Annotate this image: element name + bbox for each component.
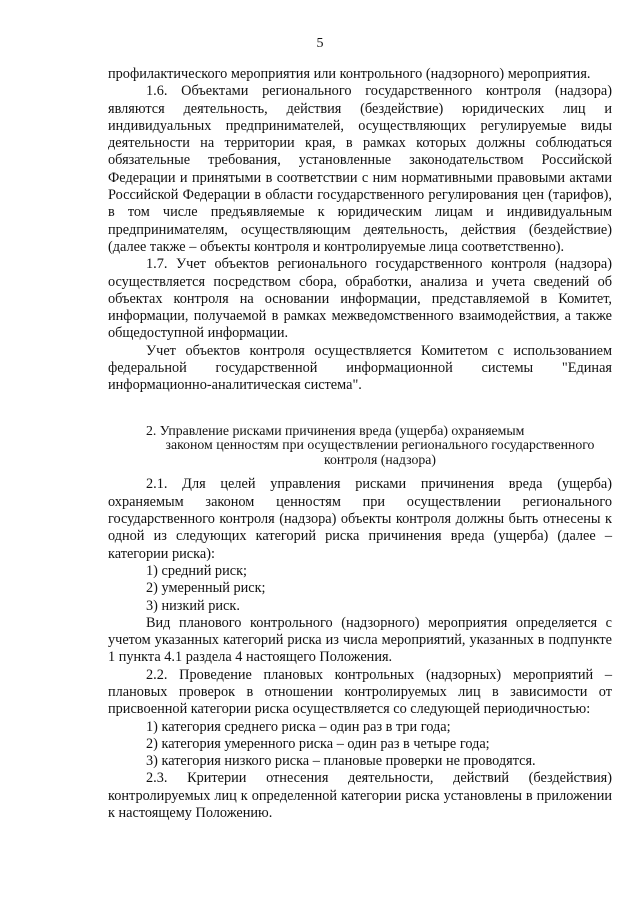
paragraph-1-6: 1.6. Объектами регионального государственного контроля (надзора) являются деятельность, действия (бездействие) юридических лиц и индивидуальных предпринимателей, осуществляющих регулируемые виды деятельности на территории края, в рамках которых должны соблюдаться обязательные требования, установленные законодательством Российской Федерации и принятыми в соответствии с ним нормативными правовыми актами Российской Федерации в области государственного регулирования цен (тарифов), в том числе предъявляемые к юридическим лицам и индивидуальным предпринимателям, осуществляющим деятельность, действия (бездействие) (далее также – объекты контроля и контролируемые лица соответственно). — [108, 83, 612, 255]
paragraph-continuation: профилактического мероприятия или контрольного (надзорного) мероприятия. — [108, 66, 591, 82]
paragraph-2-3: 2.3. Критерии отнесения деятельности, действий (бездействия) контролируемых лиц к определенной категории риска установлены в приложении к настоящему Положению. — [108, 770, 612, 822]
risk-category-1: 1) средний риск; — [146, 562, 247, 579]
section-2-heading-rest: законом ценностям при осуществлении регионального государственного контроля (надзора) — [165, 437, 595, 467]
risk-category-3: 3) низкий риск. — [146, 597, 240, 614]
frequency-item-1: 1) категория среднего риска – один раз в три года; — [146, 718, 451, 735]
paragraph-2-1-continued: Вид планового контрольного (надзорного) мероприятия определяется с учетом указанных категорий риска из числа мероприятий, указанных в подпункте 1 пункта 4.1 раздела 4 настоящего Положения. — [108, 614, 612, 666]
section-2-heading — [108, 424, 612, 468]
document-body — [108, 66, 612, 822]
frequency-item-2: 2) категория умеренного риска – один раз в четыре года; — [146, 735, 490, 752]
paragraph-1-7-continued: Учет объектов контроля осуществляется Комитетом с использованием федеральной государственной информационной системы "Единая информационно-аналитическая система". — [108, 342, 612, 394]
paragraph-2-2: 2.2. Проведение плановых контрольных (надзорных) мероприятий – плановых проверок в отношении контролируемых лиц в зависимости от присвоенной категории риска осуществляется со следующей периодичностью: — [108, 666, 612, 718]
paragraph-1-7: 1.7. Учет объектов регионального государственного контроля (надзора) осуществляется посредством сбора, обработки, анализа и учета сведений об объектах контроля на основании информации, представляемой в Комитет, информации, получаемой в рамках межведомственного взаимодействия, а также общедоступной информации. — [108, 256, 612, 342]
page-number: 5 — [316, 36, 324, 51]
paragraph-2-1: 2.1. Для целей управления рисками причинения вреда (ущерба) охраняемым законом ценностям при осуществлении регионального государственного контроля (надзора) объекты контроля должны быть отнесены к одной из следующих категорий риска причинения вреда (ущерба) (далее – категории риска): — [108, 476, 612, 562]
frequency-item-3: 3) категория низкого риска – плановые проверки не проводятся. — [146, 753, 536, 770]
risk-category-2: 2) умеренный риск; — [146, 580, 266, 597]
section-2-heading-line1: 2. Управление рисками причинения вреда (ущерба) охраняемым — [146, 422, 525, 438]
